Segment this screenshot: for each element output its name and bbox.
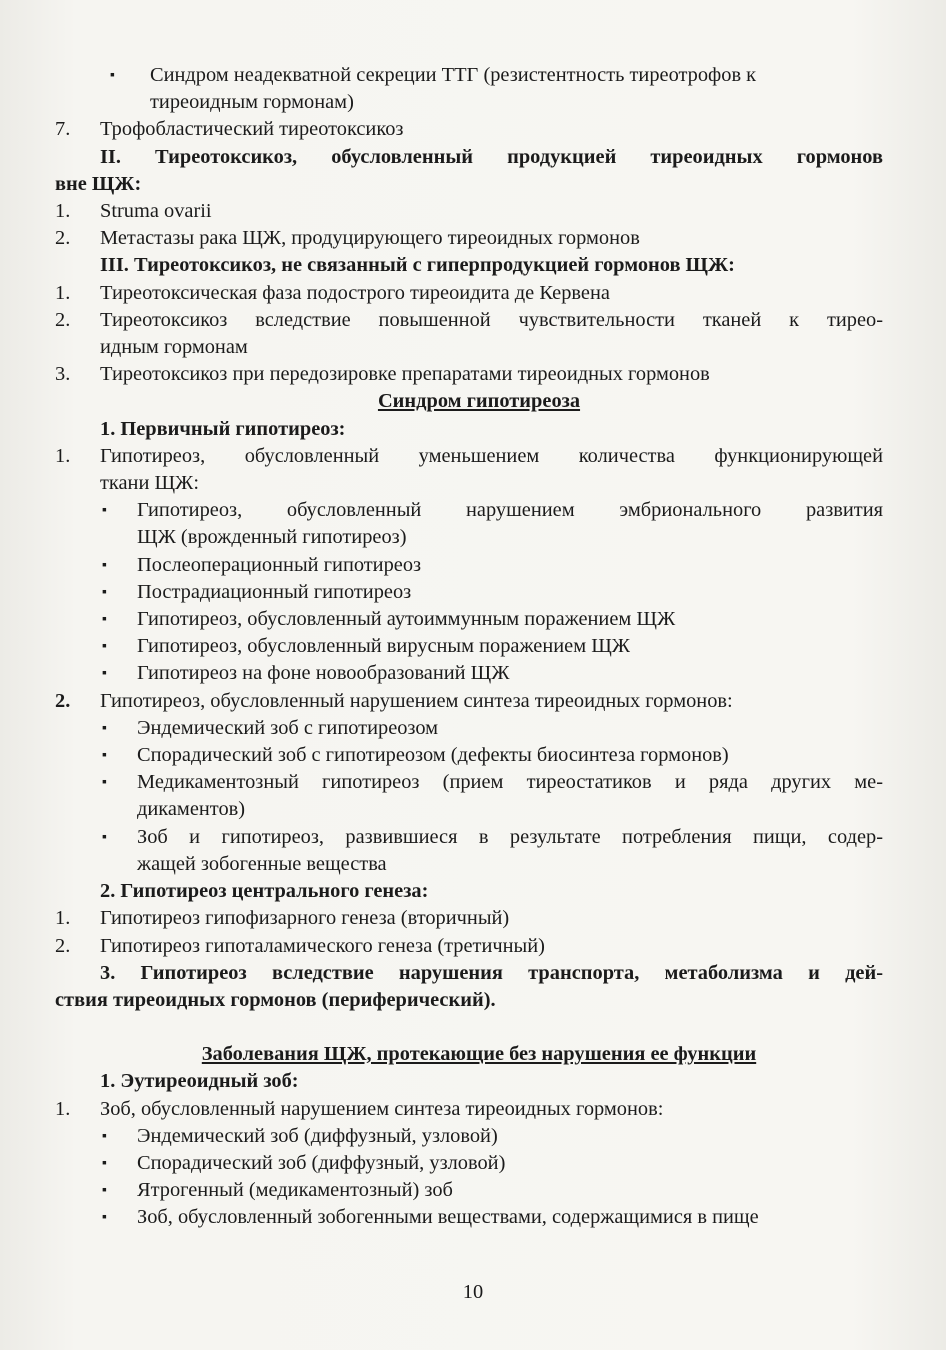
bullet-marker: ▪	[102, 1155, 107, 1171]
bullet-item	[55, 1204, 883, 1231]
numbered-item-continuation	[55, 470, 883, 497]
subsection-heading-continuation	[55, 987, 883, 1014]
heading-text: 1. Первичный гипотиреоз:	[100, 417, 346, 440]
bullet-item	[55, 769, 883, 796]
numbered-item-continuation	[55, 334, 883, 361]
text-line: Гипотиреоз гипоталамического генеза (третичный)	[100, 934, 545, 957]
text-line: Пострадиационный гипотиреоз	[137, 580, 412, 603]
text-line: Трофобластический тиреотоксикоз	[100, 118, 404, 141]
bullet-item-continuation	[55, 89, 883, 116]
text-line: жащей зобогенные вещества	[137, 852, 387, 875]
bullet-marker: ▪	[102, 666, 107, 682]
item-number: 1.	[55, 200, 71, 223]
subsection-heading	[55, 1068, 883, 1095]
bullet-marker: ▪	[102, 1128, 107, 1144]
bullet-marker: ▪	[110, 68, 115, 83]
text-line: Зоб, обусловленный зобогенными веществами, содержащимися в пище	[137, 1206, 759, 1229]
numbered-item	[55, 1096, 883, 1123]
bullet-item	[55, 62, 883, 89]
subsection-heading	[55, 960, 883, 987]
heading-text: 3. Гипотиреоз вследствие нарушения транспорта, метаболизма и дей-	[100, 961, 883, 984]
chapter-title	[55, 1041, 883, 1068]
text-line: Зоб, обусловленный нарушением синтеза тиреоидных гормонов:	[100, 1097, 664, 1120]
bullet-marker: ▪	[102, 1210, 107, 1226]
text-line: Struma ovarii	[100, 200, 212, 223]
numbered-item	[55, 225, 883, 252]
text-line: Гипотиреоз, обусловленный нарушением эмбрионального развития	[137, 499, 883, 522]
bullet-marker: ▪	[102, 720, 107, 736]
numbered-item	[55, 905, 883, 932]
bullet-item-continuation	[55, 524, 883, 551]
item-number: 1.	[55, 281, 71, 304]
bullet-marker: ▪	[102, 639, 107, 655]
text-line: Тиреотоксическая фаза подострого тиреоидита де Кервена	[100, 281, 610, 304]
text-line: Синдром неадекватной секреции ТТГ (резистентность тиреотрофов к	[150, 64, 757, 86]
text-line: дикаментов)	[137, 798, 246, 821]
text-line: Эндемический зоб (диффузный, узловой)	[137, 1124, 498, 1147]
numbered-item	[55, 443, 883, 470]
text-line: Тиреотоксикоз при передозировке препаратами тиреоидных гормонов	[100, 363, 710, 386]
bullet-item	[55, 742, 883, 769]
text-line: Гипотиреоз на фоне новообразований ЩЖ	[137, 662, 510, 685]
section-heading	[55, 144, 883, 171]
text-line: идным гормонам	[100, 336, 248, 359]
numbered-item	[55, 280, 883, 307]
numbered-item	[55, 116, 883, 143]
text-line: Гипотиреоз, обусловленный уменьшением количества функционирующей	[100, 444, 883, 467]
item-number: 1.	[55, 1097, 71, 1120]
subsection-heading	[55, 878, 883, 905]
text-line: ЩЖ (врожденный гипотиреоз)	[137, 526, 407, 549]
bullet-marker: ▪	[102, 1183, 107, 1199]
bullet-item	[55, 715, 883, 742]
bullet-item	[55, 497, 883, 524]
bullet-item	[55, 1150, 883, 1177]
text-line: Медикаментозный гипотиреоз (прием тиреостатиков и ряда других ме-	[137, 771, 883, 794]
item-number: 1.	[55, 444, 71, 467]
bullet-item	[55, 824, 883, 851]
section-heading	[55, 252, 883, 279]
bullet-marker: ▪	[102, 612, 107, 628]
heading-text: III. Тиреотоксикоз, не связанный с гиперпродукцией гормонов ЩЖ:	[100, 254, 735, 277]
bullet-marker: ▪	[102, 829, 107, 845]
numbered-item	[55, 198, 883, 225]
text-line: Гипотиреоз, обусловленный нарушением синтеза тиреоидных гормонов:	[100, 689, 733, 712]
bullet-marker: ▪	[102, 503, 107, 519]
item-number: 2.	[55, 934, 71, 957]
text-line: Гипотиреоз гипофизарного генеза (вторичный)	[100, 907, 510, 930]
text-line: Зоб и гипотиреоз, развившиеся в результате потребления пищи, содер-	[137, 825, 883, 848]
text-line: Метастазы рака ЩЖ, продуцирующего тиреоидных гормонов	[100, 227, 640, 250]
text-line: Гипотиреоз, обусловленный аутоиммунным поражением ЩЖ	[137, 608, 676, 631]
title-text: Заболевания ЩЖ, протекающие без нарушения ее функции	[201, 1043, 757, 1066]
heading-text: II. Тиреотоксикоз, обусловленный продукцией тиреоидных гормонов	[100, 145, 883, 168]
numbered-item	[55, 307, 883, 334]
bullet-marker: ▪	[102, 775, 107, 791]
bullet-item	[55, 1123, 883, 1150]
heading-text: 1. Эутиреоидный зоб:	[100, 1070, 299, 1093]
item-number: 3.	[55, 363, 71, 386]
numbered-item	[55, 933, 883, 960]
numbered-item	[55, 688, 883, 715]
spacer	[55, 1014, 883, 1041]
item-number: 7.	[55, 118, 71, 141]
bullet-marker: ▪	[102, 584, 107, 600]
section-heading-continuation	[55, 171, 883, 198]
numbered-item	[55, 361, 883, 388]
text-line: Эндемический зоб с гипотиреозом	[137, 716, 439, 739]
text-line: тиреоидным гормонам)	[150, 91, 354, 114]
text-line: Тиреотоксикоз вследствие повышенной чувствительности тканей к тирео-	[100, 308, 883, 331]
text-line: Послеоперационный гипотиреоз	[137, 553, 422, 576]
text-line: Ятрогенный (медикаментозный) зоб	[137, 1179, 453, 1202]
item-number: 1.	[55, 907, 71, 930]
subsection-heading	[55, 416, 883, 443]
bullet-item	[55, 660, 883, 687]
text-line: ткани ЩЖ:	[100, 472, 199, 495]
heading-text: ствия тиреоидных гормонов (периферический).	[55, 988, 496, 1011]
page-content	[55, 62, 883, 1232]
bullet-item	[55, 579, 883, 606]
heading-text: вне ЩЖ:	[55, 172, 142, 195]
chapter-title	[55, 388, 883, 415]
title-text: Синдром гипотиреоза	[377, 390, 581, 413]
item-number: 2.	[55, 308, 71, 331]
item-number: 2.	[55, 689, 71, 712]
heading-text: 2. Гипотиреоз центрального генеза:	[100, 880, 429, 903]
bullet-marker: ▪	[102, 557, 107, 573]
text-line: Спорадический зоб (диффузный, узловой)	[137, 1151, 506, 1174]
bullet-item	[55, 606, 883, 633]
bullet-item-continuation	[55, 851, 883, 878]
bullet-item	[55, 1177, 883, 1204]
page-number: 10	[462, 1281, 484, 1303]
bullet-item-continuation	[55, 796, 883, 823]
item-number: 2.	[55, 227, 71, 250]
bullet-item	[55, 633, 883, 660]
bullet-item	[55, 552, 883, 579]
text-line: Гипотиреоз, обусловленный вирусным поражением ЩЖ	[137, 635, 631, 658]
text-line: Спорадический зоб с гипотиреозом (дефекты биосинтеза гормонов)	[137, 744, 729, 767]
bullet-marker: ▪	[102, 748, 107, 764]
